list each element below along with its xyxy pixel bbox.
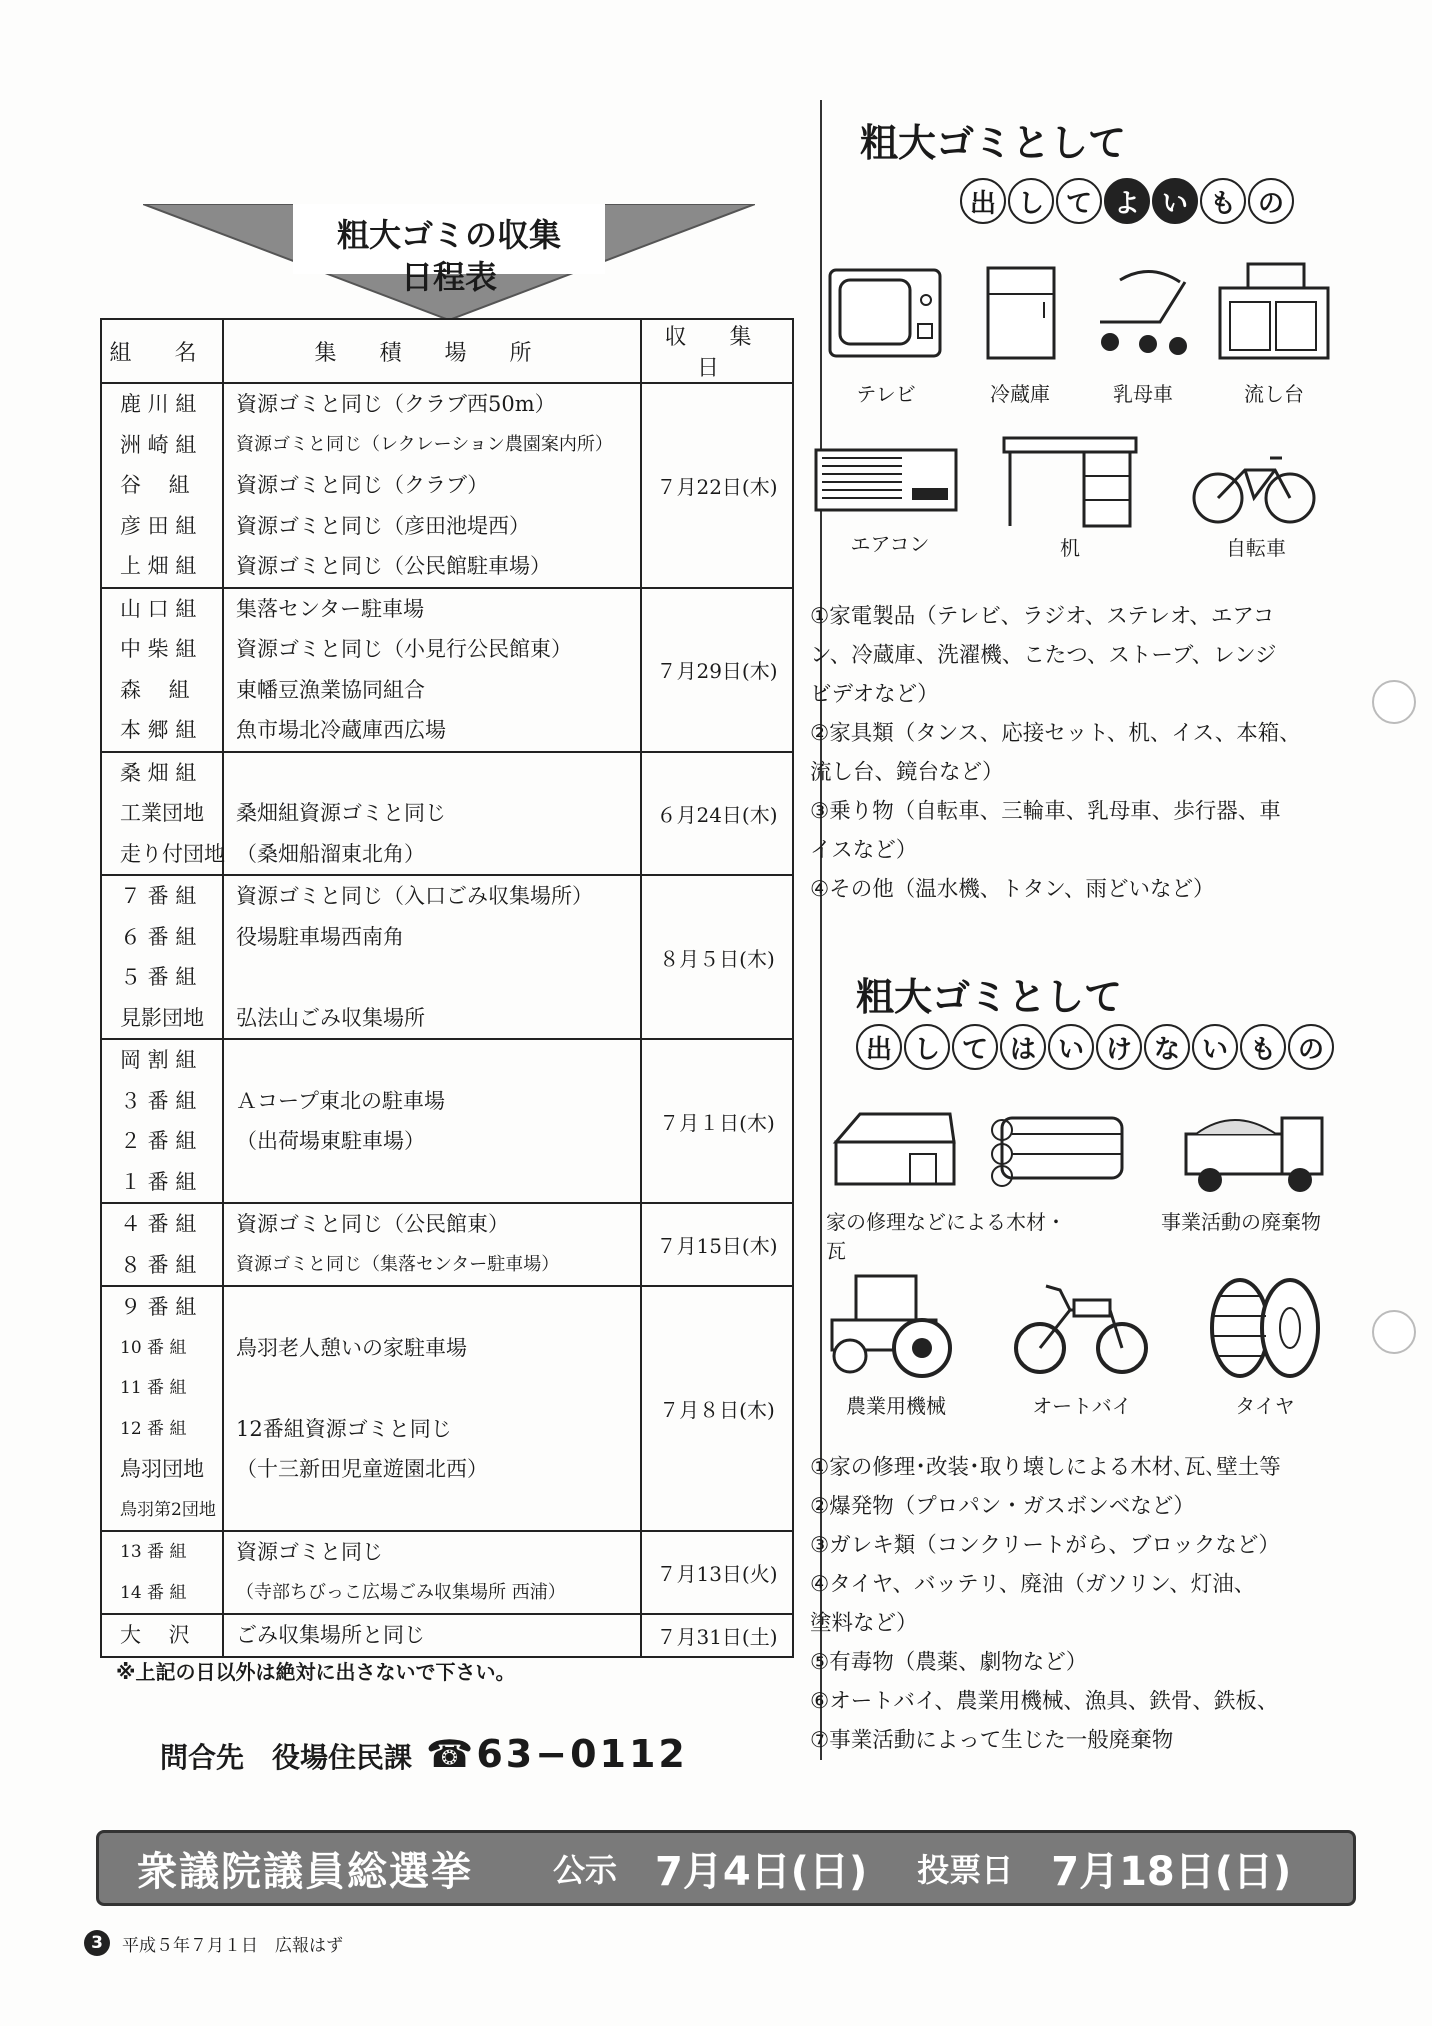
table-header-row: [101, 319, 793, 383]
group-names-cell: [101, 752, 223, 876]
baby-carriage-icon: [1090, 262, 1200, 362]
forbidden-item-business-waste: 事業活動の廃棄物: [1161, 1210, 1321, 1234]
schedule-table: [100, 318, 794, 1658]
group-name: ４ 番 組: [120, 1212, 197, 1236]
place-cell: [223, 1531, 641, 1614]
punch-hole: [1372, 1310, 1416, 1354]
contact-label: 問合先 役場住民課: [160, 1741, 413, 1774]
place-cell: [223, 875, 641, 1039]
announce-label: 公示: [553, 1851, 618, 1889]
page-footer: [84, 1930, 343, 1956]
list-item: ④その他（温水機、トタン、雨どいなど）: [810, 877, 1215, 902]
group-names-cell: [101, 1039, 223, 1203]
vote-label: 投票日: [917, 1851, 1014, 1889]
group-names-cell: [101, 875, 223, 1039]
contact-info: [160, 1732, 688, 1776]
heading-circle-char: い: [1192, 1024, 1238, 1070]
allowed-item-sink: 流し台: [1244, 382, 1304, 406]
forbidden-list: [810, 1448, 1281, 1760]
group-names-cell: [101, 1614, 223, 1657]
list-item: ⑦事業活動によって生じた一般廃棄物: [810, 1728, 1174, 1753]
place-line: [224, 753, 640, 794]
group-name: 岡 割 組: [120, 1048, 197, 1072]
group-name: 鳥羽団地: [120, 1457, 204, 1481]
heading-circle-char: し: [904, 1024, 950, 1070]
place-line: 役場駐車場西南角: [236, 924, 404, 949]
election-banner: [96, 1830, 1356, 1906]
table-row: [101, 752, 793, 876]
group-name: 彦 田 組: [120, 513, 197, 538]
list-item: 流し台、鏡台など）: [810, 760, 1004, 785]
group-name: 工業団地: [120, 801, 204, 825]
place-line: 資源ゴミと同じ（クラブ）: [236, 473, 489, 497]
place-line: 魚市場北冷蔵庫西広場: [236, 718, 446, 742]
place-line: [224, 1162, 640, 1203]
allowed-item-baby-carriage: 乳母車: [1113, 382, 1173, 406]
list-item: ①家電製品（テレビ、ラジオ、ステレオ、エアコ: [810, 604, 1275, 629]
group-name: 鳥羽第2団地: [120, 1499, 216, 1520]
motorcycle-icon: [1010, 1270, 1150, 1380]
collection-date: ７月８日(木): [641, 1286, 793, 1531]
list-item: ン、冷蔵庫、洗濯機、こたつ、ストーブ、レンジ: [810, 643, 1277, 668]
group-name: 10 番 組: [120, 1337, 187, 1358]
place-line: 集落センター駐車場: [236, 596, 425, 621]
table-row: [101, 1286, 793, 1531]
heading-circle-char: け: [1096, 1024, 1142, 1070]
heading-circle-char: は: [1000, 1024, 1046, 1070]
heading-circle-char: て: [1056, 178, 1102, 224]
group-names-cell: [101, 588, 223, 752]
group-name: ３ 番 組: [120, 1088, 197, 1113]
collection-date: ７月13日(火): [641, 1531, 793, 1614]
contact-tel: ☎63−0112: [426, 1732, 688, 1776]
group-name: ２ 番 組: [120, 1129, 197, 1153]
place-line: Ａコープ東北の駐車場: [236, 1088, 445, 1113]
heading-circle-char: も: [1200, 178, 1246, 224]
list-item: ③ガレキ類（コンクリートがら、ブロックなど）: [810, 1533, 1280, 1558]
place-line: [224, 1040, 640, 1081]
group-name: 森 組: [120, 677, 190, 702]
place-cell: [223, 1614, 641, 1657]
group-name: 大 沢: [120, 1623, 190, 1647]
list-item: イスなど）: [810, 838, 918, 863]
list-item: ⑤有毒物（農薬、劇物など）: [810, 1650, 1088, 1675]
heading-circle-char: な: [1144, 1024, 1190, 1070]
collection-date: ７月22日(木): [641, 383, 793, 588]
group-name: ７ 番 組: [120, 884, 197, 908]
tractor-icon: [826, 1270, 966, 1380]
place-line: 資源ゴミと同じ: [236, 1540, 383, 1564]
place-line: 12番組資源ゴミと同じ: [236, 1416, 452, 1441]
place-line: 資源ゴミと同じ（公民館駐車場）: [236, 554, 551, 578]
tire-icon: [1200, 1276, 1330, 1380]
vote-date: 7月18日(日): [1051, 1848, 1292, 1895]
place-line: （寺部ちびっこ広場ごみ収集場所 西浦）: [236, 1581, 566, 1603]
punch-hole: [1372, 680, 1416, 724]
group-name: 本 郷 組: [120, 718, 197, 742]
list-item: ②家具類（タンス、応接セット、机、イス、本箱、: [810, 721, 1301, 746]
table-row: [101, 1039, 793, 1203]
place-line: [224, 1368, 640, 1409]
group-names-cell: [101, 1531, 223, 1614]
place-line: [224, 957, 640, 998]
place-cell: [223, 1203, 641, 1286]
collection-date: ７月31日(土): [641, 1614, 793, 1657]
place-line: 資源ゴミと同じ（レクレーション農園案内所）: [236, 433, 613, 455]
group-name: 上 畑 組: [120, 554, 197, 578]
allowed-item-refrigerator: 冷蔵庫: [990, 382, 1050, 406]
place-cell: [223, 383, 641, 588]
footer-text: 平成５年７月１日 広報はず: [122, 1935, 343, 1956]
group-name: 見影団地: [120, 1005, 204, 1030]
schedule-banner-title: 粗大ゴミの収集 日程表: [336, 216, 561, 296]
air-conditioner-icon: [812, 444, 962, 516]
group-name: 洲 崎 組: [120, 432, 197, 457]
group-name: 鹿 川 組: [120, 392, 197, 416]
heading-circle-char: い: [1152, 178, 1198, 224]
place-line: 弘法山ごみ収集場所: [236, 1005, 425, 1030]
place-line: ごみ収集場所と同じ: [236, 1623, 425, 1647]
page-number: 3: [84, 1930, 110, 1956]
place-line: 資源ゴミと同じ（クラブ西50m）: [236, 392, 556, 416]
place-cell: [223, 588, 641, 752]
forbidden-item-lumber: 家の修理などによる木材・瓦: [826, 1210, 1066, 1263]
heading-circle-char: 出: [856, 1024, 902, 1070]
desk-icon: [1000, 430, 1140, 530]
group-name: ６ 番 組: [120, 924, 197, 949]
list-item: ⑥オートバイ、農業用機械、漁具、鉄骨、鉄板、: [810, 1689, 1279, 1714]
place-line: 鳥羽老人憩いの家駐車場: [236, 1335, 467, 1360]
allowed-circle-heading: [960, 178, 1294, 224]
group-name: 桑 畑 組: [120, 760, 197, 785]
tv-icon: [826, 262, 946, 362]
heading-circle-char: し: [1008, 178, 1054, 224]
table-row: [101, 383, 793, 588]
group-names-cell: [101, 1203, 223, 1286]
list-item: ③乗り物（自転車、三輪車、乳母車、歩行器、車: [810, 799, 1281, 824]
header-place: 集 積 場 所: [223, 319, 641, 383]
refrigerator-icon: [978, 262, 1068, 362]
list-item: 塗料など）: [810, 1611, 918, 1636]
bicycle-icon: [1190, 448, 1320, 528]
collection-date: ７月１日(木): [641, 1039, 793, 1203]
announce-date: 7月4日(日): [655, 1848, 868, 1895]
place-line: 資源ゴミと同じ（公民館東）: [236, 1212, 509, 1236]
allowed-item-tv: テレビ: [856, 382, 916, 406]
allowed-item-bicycle: 自転車: [1226, 536, 1286, 560]
allowed-item-air-conditioner: エアコン: [850, 532, 930, 556]
group-name: ８ 番 組: [120, 1252, 197, 1277]
header-group-name: 組 名: [101, 319, 223, 383]
group-name: ５ 番 組: [120, 965, 197, 989]
place-line: 桑畑組資源ゴミと同じ: [236, 801, 446, 825]
heading-circle-char: も: [1240, 1024, 1286, 1070]
sink-icon: [1214, 258, 1334, 362]
heading-circle-char: い: [1048, 1024, 1094, 1070]
place-line: [224, 1287, 640, 1328]
place-cell: [223, 752, 641, 876]
table-row: [101, 1203, 793, 1286]
group-name: １ 番 組: [120, 1169, 197, 1194]
group-name: 谷 組: [120, 473, 190, 497]
heading-circle-char: 出: [960, 178, 1006, 224]
place-line: 資源ゴミと同じ（集落センター駐車場）: [236, 1253, 560, 1275]
table-row: [101, 588, 793, 752]
allowed-title: 粗大ゴミとして: [860, 121, 1127, 165]
forbidden-item-farm-machine: 農業用機械: [846, 1394, 946, 1418]
place-line: （出荷場東駐車場）: [236, 1129, 425, 1153]
allowed-list: [810, 597, 1301, 909]
list-item: ②爆発物（プロパン・ガスボンベなど）: [810, 1494, 1195, 1519]
group-names-cell: [101, 383, 223, 588]
group-name: 13 番 組: [120, 1542, 187, 1562]
lumber-icon: [982, 1104, 1142, 1194]
forbidden-item-tire: タイヤ: [1235, 1394, 1295, 1418]
collection-date: ７月29日(木): [641, 588, 793, 752]
truck-icon: [1180, 1104, 1330, 1194]
forbidden-item-motorcycle: オートバイ: [1032, 1394, 1132, 1418]
heading-circle-char: よ: [1104, 178, 1150, 224]
heading-circle-char: の: [1248, 178, 1294, 224]
collection-date: ８月５日(木): [641, 875, 793, 1039]
place-line: 資源ゴミと同じ（小見行公民館東）: [236, 637, 572, 661]
house-icon: [830, 1108, 960, 1188]
group-name: 14 番 組: [120, 1582, 187, 1603]
table-row: [101, 1531, 793, 1614]
list-item: ①家の修理･改装･取り壊しによる木材､瓦､壁土等: [810, 1455, 1281, 1480]
heading-circle-char: の: [1288, 1024, 1334, 1070]
allowed-item-desk: 机: [1060, 536, 1080, 560]
place-line: 資源ゴミと同じ（彦田池堤西）: [236, 513, 530, 538]
group-name: 12 番 組: [120, 1418, 187, 1439]
table-row: [101, 1614, 793, 1657]
forbidden-title: 粗大ゴミとして: [856, 975, 1123, 1019]
table-row: [101, 875, 793, 1039]
schedule-note: ※上記の日以外は絶対に出さないで下さい。: [116, 1660, 516, 1684]
place-line: 東幡豆漁業協同組合: [236, 677, 425, 702]
place-cell: [223, 1039, 641, 1203]
election-title: 衆議院議員総選挙: [137, 1848, 473, 1895]
group-name: 走り付団地: [120, 841, 225, 866]
list-item: ビデオなど）: [810, 682, 939, 707]
place-line: （桑畑船溜東北角）: [236, 841, 425, 866]
header-date: 収 集 日: [641, 319, 793, 383]
place-line: 資源ゴミと同じ（入口ごみ収集場所）: [236, 884, 593, 908]
place-line: [224, 1490, 640, 1531]
group-names-cell: [101, 1286, 223, 1531]
place-line: （十三新田児童遊園北西）: [236, 1457, 488, 1481]
group-name: 中 柴 組: [120, 637, 197, 661]
list-item: ④タイヤ、バッテリ、廃油（ガソリン、灯油、: [810, 1572, 1256, 1597]
forbidden-circle-heading: [856, 1024, 1334, 1070]
collection-date: ６月24日(木): [641, 752, 793, 876]
group-name: 山 口 組: [120, 596, 197, 621]
heading-circle-char: て: [952, 1024, 998, 1070]
collection-date: ７月15日(木): [641, 1203, 793, 1286]
group-name: ９ 番 組: [120, 1295, 197, 1319]
group-name: 11 番 組: [120, 1378, 187, 1398]
place-cell: [223, 1286, 641, 1531]
